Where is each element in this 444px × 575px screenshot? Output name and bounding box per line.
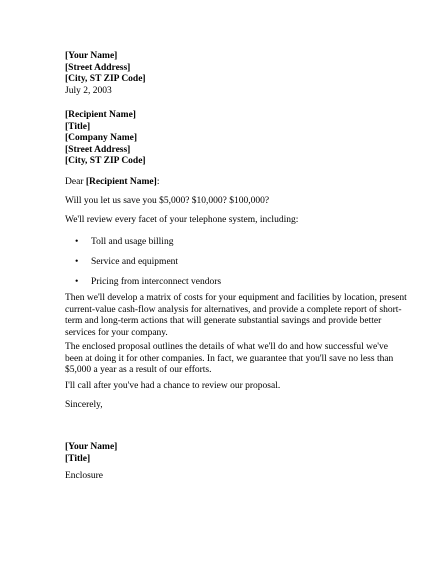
- paragraph-proposal-guarantee: [65, 342, 393, 377]
- list-item: [65, 257, 178, 269]
- paragraph-line: current-value cash-flow analysis for alternatives, and provide a complete report of short-: [65, 304, 402, 315]
- list-item: [65, 277, 221, 289]
- bullet-icon: •: [75, 237, 79, 247]
- list-item: [65, 237, 173, 249]
- sender-block: [65, 51, 146, 97]
- list-item-label: Pricing from interconnect vendors: [91, 277, 222, 287]
- salutation: [65, 177, 159, 189]
- paragraph-line: $5,000 a year as a result of our efforts.: [65, 365, 212, 375]
- salutation-prefix: Dear: [65, 177, 86, 187]
- sender-street: [Street Address]: [65, 62, 131, 73]
- paragraph-line: services for your company.: [65, 327, 168, 338]
- signer-title: [Title]: [65, 453, 91, 464]
- recipient-block: [65, 110, 146, 168]
- letter-date: July 2, 2003: [65, 85, 112, 96]
- paragraph-line: The enclosed proposal outlines the details of what we'll do and how successful we've: [65, 342, 388, 352]
- recipient-name: [Recipient Name]: [65, 110, 136, 120]
- bullet-icon: •: [75, 257, 79, 267]
- paragraph-matrix-analysis: [65, 293, 407, 339]
- recipient-company: [Company Name]: [65, 133, 138, 143]
- list-item-label: Service and equipment: [91, 257, 179, 267]
- list-item-label: Toll and usage billing: [91, 237, 174, 247]
- recipient-city: [City, ST ZIP Code]: [65, 156, 146, 166]
- sender-name: [Your Name]: [65, 51, 118, 61]
- paragraph-savings-question: Will you let us save you $5,000? $10,000? $100,000?: [65, 196, 270, 206]
- paragraph-line: been at doing it for other companies. In fact, we guarantee that you'll save no less than: [65, 353, 394, 364]
- paragraph-review-intro: We'll review every facet of your telephone system, including:: [65, 215, 299, 225]
- salutation-name: [Recipient Name]: [85, 177, 157, 187]
- signature-block: [65, 442, 117, 465]
- sender-city: [City, ST ZIP Code]: [65, 74, 146, 84]
- recipient-title: [Title]: [65, 121, 91, 132]
- salutation-suffix: :: [156, 177, 160, 187]
- paragraph-line: term and long-term actions that will generate substantial savings and provide better: [65, 316, 382, 326]
- paragraph-line: Then we'll develop a matrix of costs for your equipment and facilities by location, present: [65, 293, 407, 303]
- bullet-icon: •: [75, 277, 79, 287]
- signer-name: [Your Name]: [65, 442, 118, 452]
- recipient-street: [Street Address]: [65, 144, 131, 155]
- enclosure-note: Enclosure: [65, 471, 103, 481]
- paragraph-follow-up: I'll call after you've had a chance to review our proposal.: [65, 381, 281, 391]
- closing-text: Sincerely,: [65, 400, 103, 410]
